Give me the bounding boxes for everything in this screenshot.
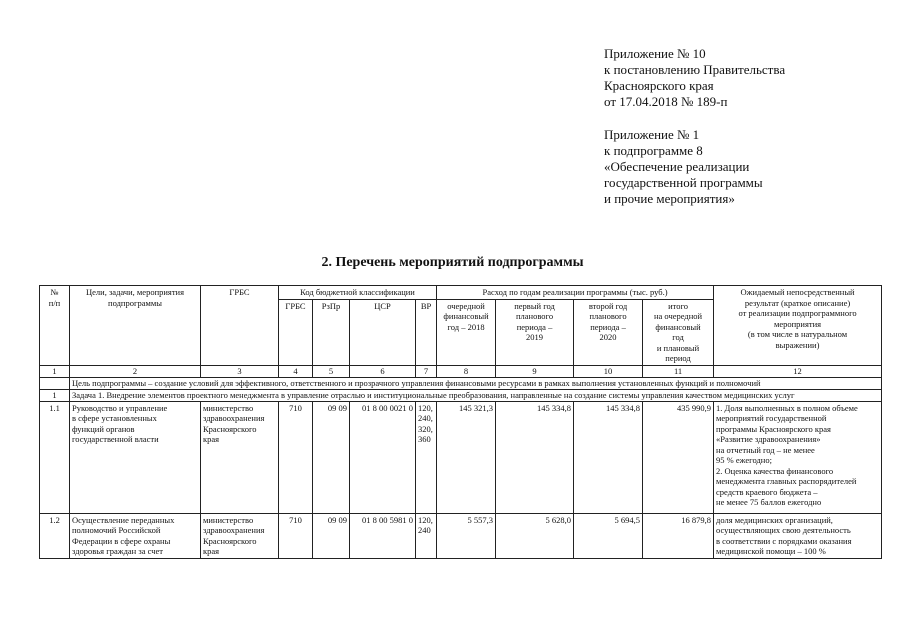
row-total: 16 879,8 — [643, 513, 714, 558]
row-rzpr: 09 09 — [313, 401, 350, 513]
row-code-grbs: 710 — [279, 401, 313, 513]
row-csr: 01 8 00 0021 0 — [350, 401, 416, 513]
row-name: Осуществление переданных полномочий Российской Федерации в сфере охраны здоровья граждан за счет — [70, 513, 201, 558]
row-grbs: министерство здравоохранения Красноярского края — [201, 401, 279, 513]
appendix-1-line: к подпрограмме 8 — [604, 143, 703, 158]
column-number: 12 — [714, 365, 882, 377]
column-number: 2 — [70, 365, 201, 377]
row-code-grbs: 710 — [279, 513, 313, 558]
task-num: 1 — [40, 389, 70, 401]
header-expenses: Расход по годам реализации программы (тыс. руб.) — [437, 286, 714, 300]
header-year-2020: второй год планового периода – 2020 — [574, 299, 643, 365]
row-result: 1. Доля выполненных в полном объеме мероприятий государственной программы Красноярского края «Развитие здравоохранения» на отчетный год – не менее 95 % ежегодно; 2. Оценка качества финансового менеджмента главных распорядителей средств краевого бюджета – не менее 75 баллов ежегодно — [714, 401, 882, 513]
column-number: 5 — [313, 365, 350, 377]
row-vr: 120, 240, 320, 360 — [416, 401, 437, 513]
task-row — [40, 389, 882, 401]
appendix-1-block — [604, 127, 763, 207]
header-code-csr: ЦСР — [350, 299, 416, 365]
row-vr: 120, 240 — [416, 513, 437, 558]
row-2019: 145 334,8 — [496, 401, 574, 513]
header-result: Ожидаемый непосредственный результат (краткое описание) от реализации подпрограммного мероприятия (в том числе в натуральном выражении) — [714, 286, 882, 366]
row-2020: 5 694,5 — [574, 513, 643, 558]
column-number: 4 — [279, 365, 313, 377]
column-number: 8 — [437, 365, 496, 377]
appendix-10-line: Красноярского края — [604, 78, 714, 93]
row-num: 1.1 — [40, 401, 70, 513]
goal-row — [40, 377, 882, 389]
header-year-2019: первый год планового периода – 2019 — [496, 299, 574, 365]
header-code-rzpr: РзПр — [313, 299, 350, 365]
row-2019: 5 628,0 — [496, 513, 574, 558]
table-row — [40, 513, 882, 558]
row-total: 435 990,9 — [643, 401, 714, 513]
column-number: 7 — [416, 365, 437, 377]
row-2020: 145 334,8 — [574, 401, 643, 513]
appendix-10-line: от 17.04.2018 № 189-п — [604, 94, 728, 109]
header-code-grbs: ГРБС — [279, 299, 313, 365]
row-2018: 5 557,3 — [437, 513, 496, 558]
header-budget-codes: Код бюджетной классификации — [279, 286, 437, 300]
column-number: 3 — [201, 365, 279, 377]
column-numbers-row — [40, 365, 882, 377]
appendix-1-line: «Обеспечение реализации — [604, 159, 750, 174]
goal-row-num-cell — [40, 377, 70, 389]
row-rzpr: 09 09 — [313, 513, 350, 558]
appendix-10-line: Приложение № 10 — [604, 46, 706, 61]
column-number: 1 — [40, 365, 70, 377]
header-goals: Цели, задачи, мероприятия подпрограммы — [70, 286, 201, 366]
header-grbs: ГРБС — [201, 286, 279, 366]
column-number: 10 — [574, 365, 643, 377]
column-number: 11 — [643, 365, 714, 377]
task-text: Задача 1. Внедрение элементов проектного менеджмента в управление отраслью и институциональные преобразования, направленные на создание системы управления качеством медицинских услуг — [70, 389, 882, 401]
appendix-10-line: к постановлению Правительства — [604, 62, 786, 77]
goal-text: Цель подпрограммы – создание условий для эффективного, ответственного и прозрачного управления финансовыми ресурсами в рамках выполнения установленных функций и полномочий — [70, 377, 882, 389]
appendix-1-line: Приложение № 1 — [604, 127, 700, 142]
header-year-2018: очередной финансовый год – 2018 — [437, 299, 496, 365]
column-number: 6 — [350, 365, 416, 377]
appendix-1-line: государственной программы — [604, 175, 763, 190]
header-code-vr: ВР — [416, 299, 437, 365]
appendix-10-block — [604, 46, 785, 110]
row-csr: 01 8 00 5981 0 — [350, 513, 416, 558]
table-header-row — [40, 286, 882, 300]
header-num: № п/п — [40, 286, 70, 366]
page-title: 2. Перечень мероприятий подпрограммы — [321, 255, 584, 270]
row-result: доля медицинских организаций, осуществляющих свою деятельность в соответствии с порядками оказания медицинской помощи – 100 % — [714, 513, 882, 558]
column-number: 9 — [496, 365, 574, 377]
header-total: итого на очередной финансовый год и плановый период — [643, 299, 714, 365]
row-num: 1.2 — [40, 513, 70, 558]
appendix-1-line: и прочие мероприятия» — [604, 191, 735, 206]
activities-table — [39, 285, 882, 559]
row-2018: 145 321,3 — [437, 401, 496, 513]
row-grbs: министерство здравоохранения Красноярского края — [201, 513, 279, 558]
row-name: Руководство и управление в сфере установленных функций органов государственной власти — [70, 401, 201, 513]
table-row — [40, 401, 882, 513]
